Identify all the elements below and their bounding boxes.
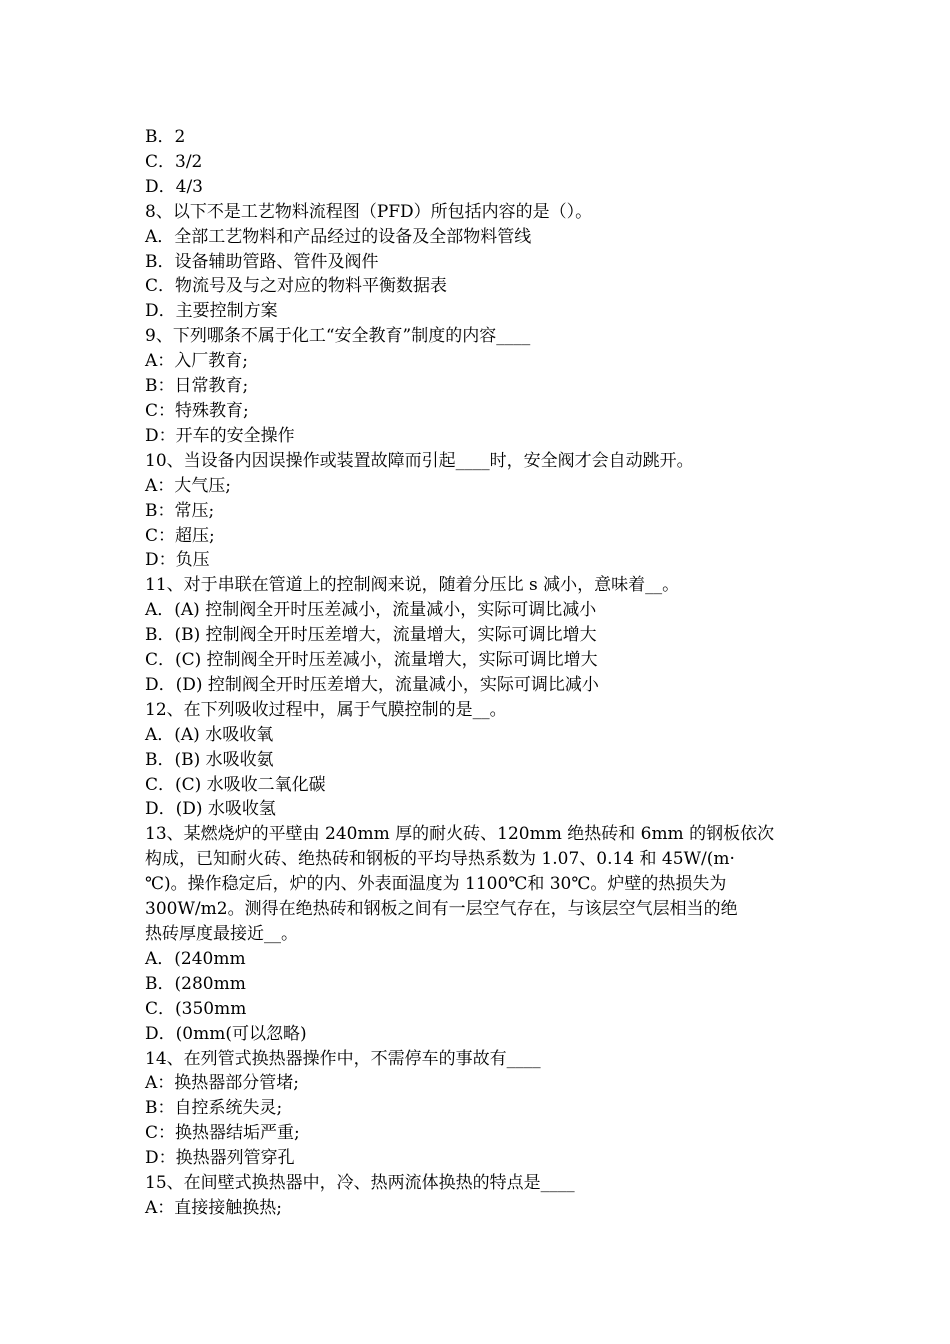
option-line: B：自控系统失灵; [145,1098,283,1119]
option-line: D．(D) 水吸收氢 [145,799,276,820]
option-line: A．(240mm [145,948,246,969]
option-line: B．(B) 控制阀全开时压差增大，流量增大，实际可调比增大 [145,625,597,646]
text-line: B．2 [145,127,186,147]
option-line: A．(A) 控制阀全开时压差减小，流量减小，实际可调比减小 [145,600,597,621]
question-14: 14、在列管式换热器操作中，不需停车的事故有____ [145,1048,541,1069]
option-line: C：换热器结垢严重; [145,1123,300,1144]
question-13-line: 300W/m2。测得在绝热砖和钢板之间有一层空气存在，与该层空气层相当的绝 [145,899,738,920]
option-line: D．(D) 控制阀全开时压差增大，流量减小，实际可调比减小 [145,674,599,695]
question-13-line: 13、某燃烧炉的平壁由 240mm 厚的耐火砖、120mm 绝热砖和 6mm 的钢板依次 [145,824,775,845]
option-line: A：换热器部分管堵; [145,1073,300,1094]
document-page [145,125,810,1221]
question-10: 10、当设备内因误操作或装置故障而引起____时，安全阀才会自动跳开。 [145,450,694,471]
question-13-line: 构成，已知耐火砖、绝热砖和钢板的平均导热系数为 1.07、0.14 和 45W/(m· [145,849,735,870]
option-line: D：开车的安全操作 [145,425,295,446]
option-line: C．(C) 水吸收二氧化碳 [145,774,326,795]
option-line: D：换热器列管穿孔 [145,1148,295,1169]
question-11: 11、对于串联在管道上的控制阀来说，随着分压比 s 减小，意味着__。 [145,575,680,596]
option-line: C．(C) 控制阀全开时压差减小，流量增大，实际可调比增大 [145,650,598,671]
option-line: C：特殊教育; [145,400,249,421]
option-line: B：常压; [145,500,215,521]
option-line: B．设备辅助管路、管件及阀件 [145,251,379,272]
option-line: A．(A) 水吸收氧 [145,724,274,745]
option-line: A：大气压; [145,475,232,496]
question-13-line: 热砖厚度最接近__。 [145,924,298,944]
option-line: B：日常教育; [145,376,249,397]
option-line: B．(B) 水吸收氨 [145,749,274,770]
question-15: 15、在间壁式换热器中，冷、热两流体换热的特点是____ [145,1173,575,1194]
option-line: D．(0mm(可以忽略) [145,1023,307,1044]
option-line: B．(280mm [145,973,246,994]
question-13-line: ℃)。操作稳定后，炉的内、外表面温度为 1100℃和 30℃。炉壁的热损失为 [145,874,727,895]
question-9: 9、下列哪条不属于化工“安全教育”制度的内容____ [145,326,531,347]
question-8: 8、以下不是工艺物料流程图（PFD）所包括内容的是（）。 [145,201,593,222]
option-line: D：负压 [145,550,210,571]
question-12: 12、在下列吸收过程中，属于气膜控制的是__。 [145,699,507,720]
option-line: C．(350mm [145,998,247,1019]
option-line: A．全部工艺物料和产品经过的设备及全部物料管线 [145,226,532,247]
option-line: D．主要控制方案 [145,301,278,322]
text-line: C．3/2 [145,151,203,172]
option-line: A：入厂教育; [145,351,249,372]
option-line: A：直接接触换热; [145,1197,283,1218]
option-line: C．物流号及与之对应的物料平衡数据表 [145,276,448,297]
text-line: D．4/3 [145,176,203,197]
option-line: C：超压; [145,525,215,546]
